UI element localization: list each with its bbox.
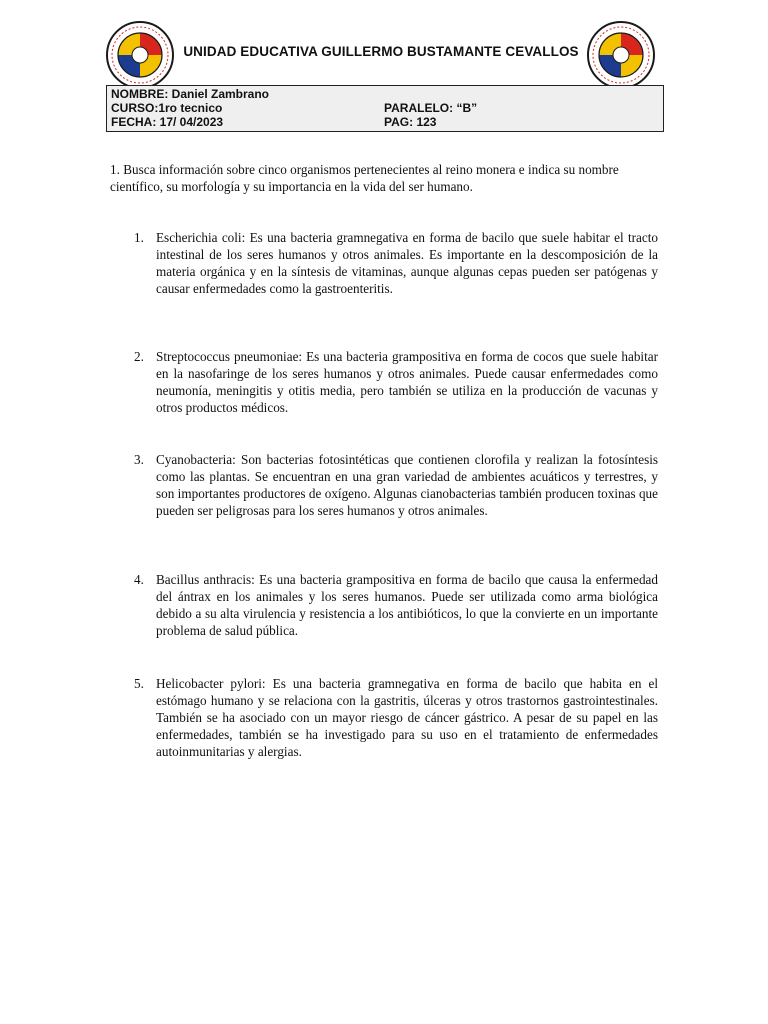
assignment-date: FECHA: 17/ 04/2023 — [111, 115, 224, 129]
list-item-number: 4. — [134, 572, 144, 587]
student-name: NOMBRE: Daniel Zambrano — [111, 87, 270, 101]
list-item-text: Cyanobacteria: Son bacterias fotosintéticas que contienen clorofila y realizan la fotosíntesis como las plantas. Se encuentran en una gran variedad de ambientes acuáticos y terrestres, y son importantes productores de oxígeno. Algunas cianobacterias también producen toxinas que pueden ser peligrosas para los seres humanos y otros animales. — [156, 452, 658, 518]
list-item — [110, 571, 660, 638]
student-section: PARALELO: “B” — [384, 101, 478, 115]
list-item — [110, 451, 660, 518]
school-logo-right — [586, 20, 656, 90]
student-course: CURSO:1ro tecnico — [111, 101, 223, 115]
list-item-number: 5. — [134, 676, 144, 691]
student-info-box — [106, 85, 664, 132]
list-item-text: Helicobacter pylori: Es una bacteria gramnegativa en forma de bacilo que habita en el estómago humano y se relaciona con la gastritis, úlceras y otros trastornos gastrointestinales. También se ha asociado con un mayor riesgo de cáncer gástrico. A pesar de su papel en las enfermedades, también se ha investigado para su uso en el tratamiento de enfermedades autoinmunitarias y alergias. — [156, 676, 658, 759]
list-item — [110, 675, 660, 759]
school-title: UNIDAD EDUCATIVA GUILLERMO BUSTAMANTE CEVALLOS — [183, 44, 579, 59]
list-item-text: Bacillus anthracis: Es una bacteria grampositiva en forma de bacilo que causa la enfermedad del ántrax en los animales y los seres humanos. Puede ser utilizada como arma biológica debido a su alta virulencia y resistencia a los antibióticos, lo que la convierte en un importante problema de salud pública. — [156, 572, 658, 638]
list-item-text: Escherichia coli: Es una bacteria gramnegativa en forma de bacilo que suele habitar el tracto intestinal de los seres humanos y otros animales. Es importante en la descomposición de la materia orgánica y en la síntesis de vitaminas, aunque algunas cepas pueden ser patógenas y causar enfermedades como la gastroenteritis. — [156, 230, 658, 296]
list-item-number: 1. — [134, 230, 144, 245]
school-logo-left — [105, 20, 175, 90]
list-item-number: 2. — [134, 349, 144, 364]
page-number: PAG: 123 — [384, 115, 437, 129]
list-item — [110, 229, 660, 296]
list-item — [110, 348, 660, 415]
list-item-number: 3. — [134, 452, 144, 467]
question-text: 1. Busca información sobre cinco organismos pertenecientes al reino monera e indica su nombre científico, su morfología y su importancia en la vida del ser humano. — [110, 162, 619, 194]
list-item-text: Streptococcus pneumoniae: Es una bacteria grampositiva en forma de cocos que suele habitar en la nasofaringe de los seres humanos y otros animales. Puede causar enfermedades como neumonía, meningitis y otitis media, pero también se utiliza en la producción de vacunas y otros productos médicos. — [156, 349, 658, 415]
